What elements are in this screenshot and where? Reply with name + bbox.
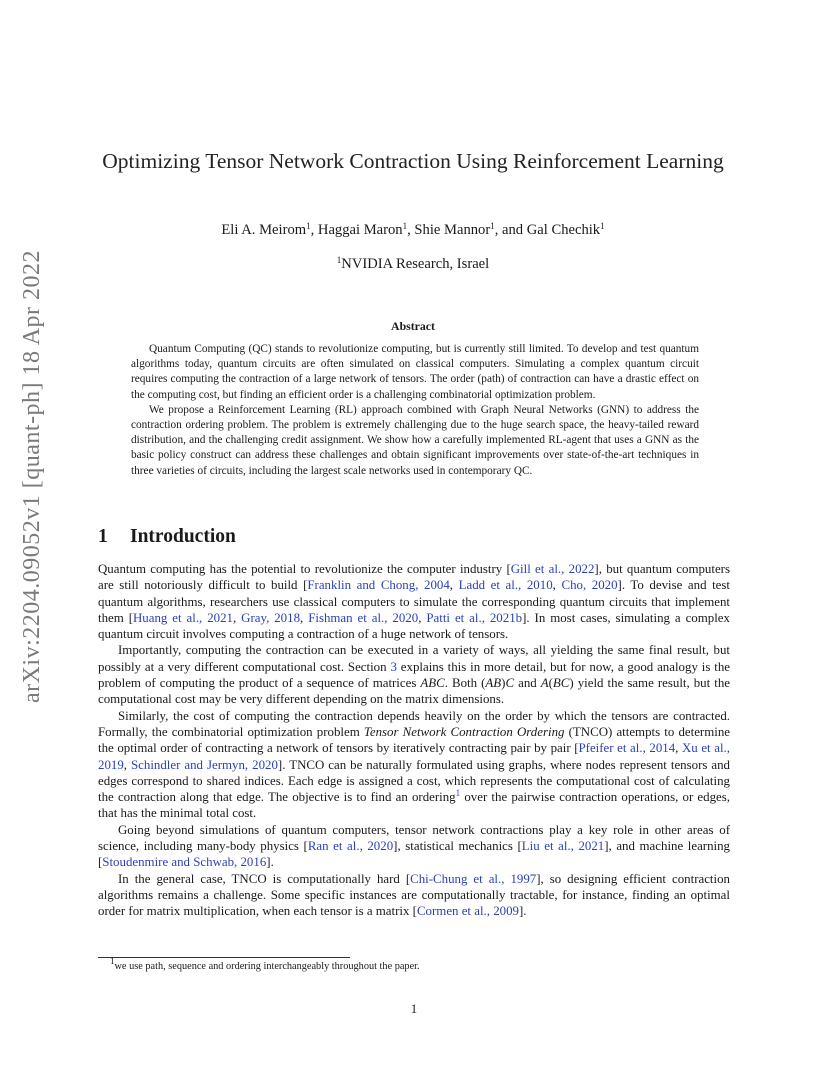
author-name: Eli A. Meirom xyxy=(221,222,307,238)
text-segment: ], statistical mechanics [ xyxy=(393,839,522,854)
citation-link[interactable]: 3 xyxy=(390,659,397,674)
abstract-paragraph: Quantum Computing (QC) stands to revolutionize computing, but is currently still limited. To develop and test quantum algorithms today, quantum circuits are often simulated on classical computers. Simulating a complex quantum circuit requires computing the contraction of a large network of tensors. The order (path) of contraction can have a drastic effect on the computing cost, but finding an efficient order is a challenging combinatorial optimization problem. xyxy=(131,343,699,401)
author-affiliation-mark: 1 xyxy=(306,221,311,231)
citation-link[interactable]: Ran et al., 2020 xyxy=(307,839,394,854)
citation-link[interactable]: Chi-Chung et al., 1997 xyxy=(410,871,537,886)
body-paragraph xyxy=(98,708,730,822)
text-segment: ABC xyxy=(420,676,445,691)
body-paragraph xyxy=(98,871,730,920)
footnote-mark: 1 xyxy=(110,956,115,966)
citation-link[interactable]: Cormen et al., 2009 xyxy=(416,904,519,919)
arxiv-sidebar-stamp xyxy=(12,249,54,703)
author-separator: , xyxy=(407,222,415,238)
citation-link[interactable]: Xu et al., 2019 xyxy=(98,741,730,772)
citation-link[interactable]: Huang et al., 2021 xyxy=(133,610,233,625)
text-segment: , xyxy=(300,610,309,625)
text-segment: Importantly, computing the contraction can be executed in a variety of ways, all yielding the same final result, but possibly at a very different computational cost. Section xyxy=(98,643,730,674)
text-segment: Tensor Network Contraction Ordering xyxy=(363,724,565,739)
text-segment: ]. TNCO can be naturally formulated using graphs, where nodes represent tensors and edges correspond to shared indices. Each edge is assigned a cost, which represents the computational cost of calculating the contraction along that edge. The objective is to find an ordering xyxy=(98,757,730,805)
text-segment: explains this in more detail, but for now, a good analogy is the problem of computing the product of a sequence of matrices xyxy=(98,659,730,691)
section-title: Introduction xyxy=(130,526,236,547)
author-separator: , and xyxy=(494,222,527,238)
citation-link[interactable]: Cho, 2020 xyxy=(561,578,618,593)
author-affiliation-mark: 1 xyxy=(490,221,495,231)
text-segment: , xyxy=(123,757,131,772)
introduction-body xyxy=(98,561,730,920)
author-name: Gal Chechik xyxy=(526,222,601,238)
section-number: 1 xyxy=(98,526,108,547)
author-affiliation-mark: 1 xyxy=(402,221,408,231)
text-segment: ( xyxy=(548,676,553,691)
text-segment: , xyxy=(449,578,459,593)
citation-link[interactable]: Schindler and Jermyn, 2020 xyxy=(131,757,278,772)
text-segment: Similarly, the cost of computing the contraction depends heavily on the order by which the tensors are contracted. Formally, the combinatorial optimization problem xyxy=(98,708,730,739)
affiliation xyxy=(98,256,728,273)
text-segment: , xyxy=(233,610,242,625)
author-name: Shie Mannor xyxy=(414,222,491,238)
author-name: Haggai Maron xyxy=(317,222,403,238)
text-segment: , xyxy=(675,741,682,756)
footnote xyxy=(110,956,710,972)
page-number: 1 xyxy=(410,1002,418,1016)
body-paragraph xyxy=(98,561,730,642)
text-segment: ]. xyxy=(266,855,274,870)
citation-link[interactable]: Gray, 2018 xyxy=(241,610,301,625)
citation-link[interactable]: Pfeifer et al., 2014 xyxy=(578,741,676,756)
body-paragraph xyxy=(98,822,730,871)
text-segment: AB xyxy=(485,676,502,691)
text-segment: ]. To devise and test quantum algorithms, researchers use classical computers to simulate the corresponding quantum circuits that implement them [ xyxy=(98,578,730,625)
citation-link[interactable]: Franklin and Chong, 2004 xyxy=(307,578,450,593)
text-segment: ], so designing efficient contraction algorithms remains a challenge. Some specific instances are computationally tractable, for instance, finding an optimal order for matrix multiplication, when each tensor is a matrix [ xyxy=(98,871,730,919)
paper-title: Optimizing Tensor Network Contraction Using Reinforcement Learning xyxy=(102,149,724,173)
abstract-heading: Abstract xyxy=(391,319,435,333)
text-segment: C xyxy=(505,676,515,691)
text-segment: BC xyxy=(552,676,570,691)
citation-link[interactable]: Gill et al., 2022 xyxy=(510,562,595,576)
text-segment: , xyxy=(418,610,427,625)
abstract-paragraph: We propose a Reinforcement Learning (RL) approach combined with Graph Neural Networks (GNN) to address the contraction ordering problem. The problem is extremely challenging due to the huge search space, the heavy-tailed reward distribution, and the challenging credit assignment. We show how a carefully implemented RL-agent that uses a GNN as the basic policy construct can address these challenges and obtain significant improvements over state-of-the-art techniques in three varieties of circuits, including the largest scale networks used in contemporary QC. xyxy=(131,403,699,477)
text-segment: . Both ( xyxy=(444,676,486,691)
text-segment: A xyxy=(540,676,549,691)
citation-link[interactable]: Stoudenmire and Schwab, 2016 xyxy=(102,855,267,870)
citation-link[interactable]: Liu et al., 2021 xyxy=(521,839,605,854)
arxiv-identifier: arXiv:2204.09052v1 [quant-ph] 18 Apr 2022 xyxy=(19,249,46,703)
author-affiliation-mark: 1 xyxy=(600,221,605,231)
text-segment: (TNCO) attempts to determine the optimal order of contracting a network of tensors by iteratively contracting pair by pair [ xyxy=(98,724,730,756)
citation-link[interactable]: Patti et al., 2021b xyxy=(426,610,523,625)
text-segment: ], and machine learning [ xyxy=(98,839,730,870)
text-segment: In the general case, TNCO is computationally hard [ xyxy=(118,871,411,886)
footnote-text: we use path, sequence and ordering interchangeably throughout the paper. xyxy=(114,961,420,972)
footnote-reference[interactable]: 1 xyxy=(455,788,461,799)
footnote-rule xyxy=(98,957,350,958)
text-segment: , xyxy=(552,578,562,593)
body-paragraph xyxy=(98,642,730,707)
author-list xyxy=(98,222,728,239)
author-separator: , xyxy=(310,222,318,238)
citation-link[interactable]: Ladd et al., 2010 xyxy=(458,578,553,593)
text-segment: ]. xyxy=(518,904,527,919)
affiliation-text: NVIDIA Research, Israel xyxy=(341,256,490,272)
text-segment: ], but quantum computers are still notoriously difficult to build [ xyxy=(98,562,730,593)
abstract-body xyxy=(131,342,699,479)
text-segment: over the pairwise contraction operations, or edges, that has the minimal total cost. xyxy=(98,790,731,821)
text-segment: ) yield the same result, but the computational cost may be very different depending on the matrix dimensions. xyxy=(98,676,730,707)
affiliation-mark: 1 xyxy=(336,255,342,265)
citation-link[interactable]: Fishman et al., 2020 xyxy=(308,610,419,625)
text-segment: ) xyxy=(501,676,506,691)
text-segment: Quantum computing has the potential to revolutionize the computer industry [ xyxy=(98,562,511,576)
section-heading xyxy=(98,526,236,548)
text-segment: and xyxy=(514,676,541,691)
text-segment: ]. In most cases, simulating a complex quantum circuit involves computing a contraction of a huge network of tensors. xyxy=(98,610,730,642)
text-segment: Going beyond simulations of quantum computers, tensor network contractions play a key role in other areas of science, including many-body physics [ xyxy=(98,822,730,854)
